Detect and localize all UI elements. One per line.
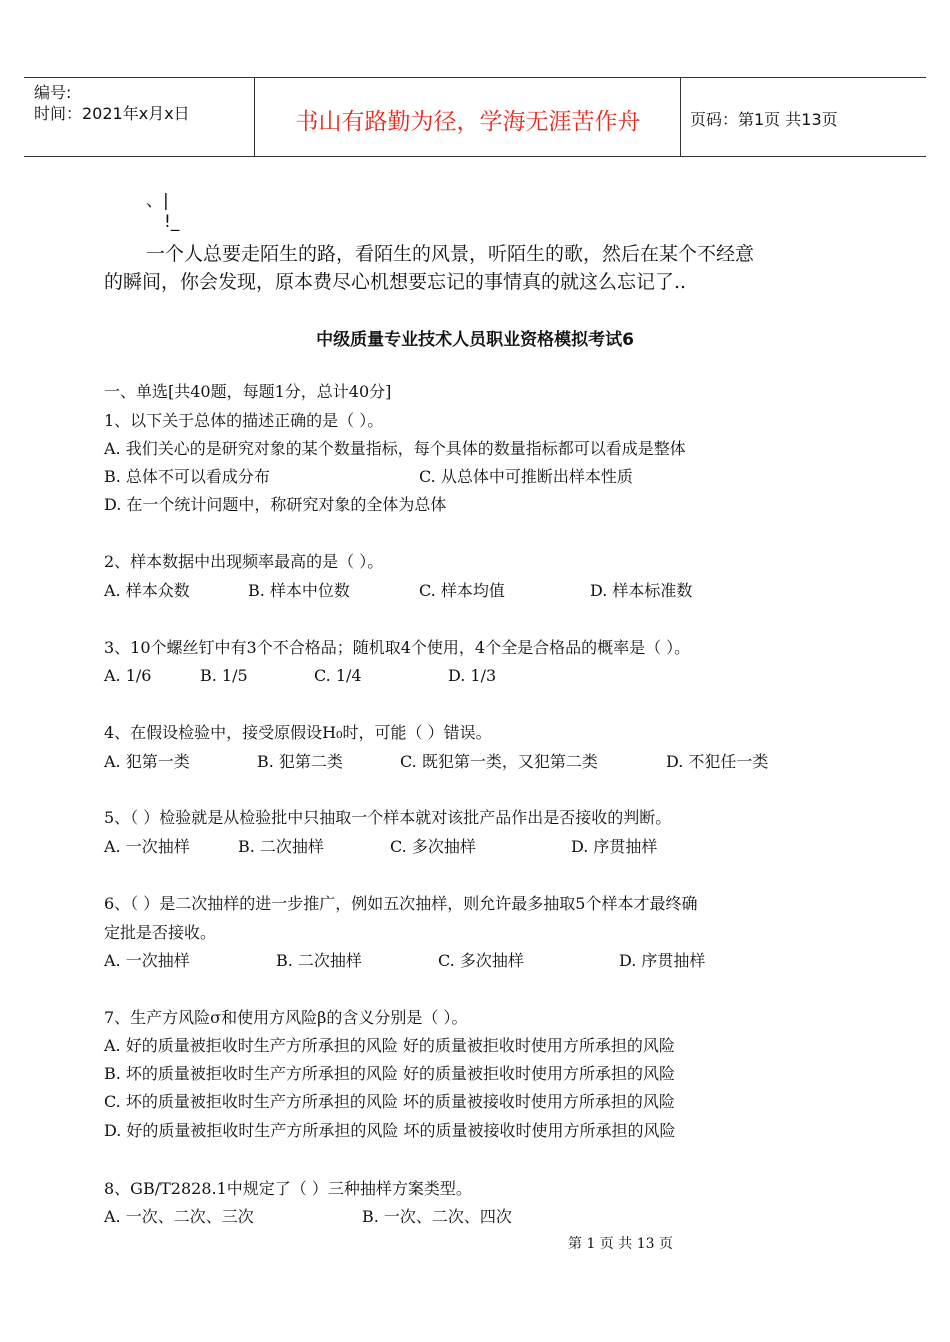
option-a: A. 犯第一类: [104, 752, 190, 771]
option-a: A. 一次抽样: [104, 837, 190, 856]
question-stem: 5、（ ）检验就是从检验批中只抽取一个样本就对该批产品作出是否接收的判断。: [104, 808, 672, 827]
option-d: D. 在一个统计问题中，称研究对象的全体为总体: [104, 495, 447, 514]
question-stem: 8、GB/T2828.1中规定了（ ）三种抽样方案类型。: [104, 1179, 472, 1198]
option-a: A. 我们关心的是研究对象的某个数量指标，每个具体的数量指标都可以看成是整体: [104, 439, 686, 458]
option-d: D. 序贯抽样: [571, 837, 658, 856]
question-stem: 4、在假设检验中，接受原假设H₀时，可能（ ）错误。: [104, 723, 492, 742]
stray-mark: 、|: [146, 191, 169, 211]
option-c: C. 多次抽样: [390, 837, 476, 856]
number-label: 编号:: [34, 83, 72, 102]
option-b: B. 总体不可以看成分布: [104, 467, 270, 486]
option-d: D. 样本标准数: [590, 581, 693, 600]
intro-paragraph: [104, 240, 856, 296]
option-b: B. 二次抽样: [238, 837, 324, 856]
question-stem: 2、样本数据中出现频率最高的是（ ）。: [104, 552, 384, 571]
option-b: B. 一次、二次、四次: [362, 1207, 512, 1226]
option-c: C. 样本均值: [419, 581, 505, 600]
question-stem-continued: 定批是否接收。: [104, 923, 217, 942]
question-stem: 7、生产方风险σ和使用方风险β的含义分别是（ ）。: [104, 1008, 468, 1027]
question-stem: 3、10个螺丝钉中有3个不合格品；随机取4个使用，4个全是合格品的概率是（ ）。: [104, 638, 691, 657]
question-stem: 6、（ ）是二次抽样的进一步推广，例如五次抽样，则允许最多抽取5个样本才最终确: [104, 894, 698, 913]
option-c: C. 1/4: [314, 666, 362, 685]
option-d: D. 好的质量被拒收时生产方所承担的风险 坏的质量被接收时使用方所承担的风险: [104, 1121, 676, 1140]
header-motto: 书山有路勤为径，学海无涯苦作舟: [295, 109, 641, 135]
option-b: B. 犯第二类: [257, 752, 343, 771]
option-c: C. 坏的质量被拒收时生产方所承担的风险 坏的质量被接收时使用方所承担的风险: [104, 1092, 675, 1111]
time-label: 时间：2021年x月x日: [34, 104, 190, 123]
option-a: A. 样本众数: [104, 581, 190, 600]
section-heading: 一、单选[共40题，每题1分，总计40分]: [104, 382, 392, 401]
option-c: C. 从总体中可推断出样本性质: [419, 467, 633, 486]
header-divider: [680, 78, 681, 156]
stray-mark: !_: [164, 212, 180, 232]
option-a: A. 一次抽样: [104, 951, 190, 970]
option-b: B. 样本中位数: [248, 581, 350, 600]
option-b: B. 1/5: [200, 666, 248, 685]
intro-line: 一个人总要走陌生的路，看陌生的风景，听陌生的歌，然后在某个不经意: [146, 243, 755, 265]
option-c: C. 既犯第一类，又犯第二类: [400, 752, 598, 771]
question-stem: 1、以下关于总体的描述正确的是（ ）。: [104, 411, 384, 430]
header-divider: [254, 78, 255, 156]
exam-title: 中级质量专业技术人员职业资格模拟考试6: [316, 330, 634, 350]
intro-line: 的瞬间，你会发现，原本费尽心机想要忘记的事情真的就这么忘记了..: [104, 271, 687, 293]
header-meta: [34, 82, 190, 124]
page-header: [24, 77, 926, 157]
option-a: A. 好的质量被拒收时生产方所承担的风险 好的质量被拒收时使用方所承担的风险: [104, 1036, 675, 1055]
option-d: D. 不犯任一类: [666, 752, 769, 771]
option-c: C. 多次抽样: [438, 951, 524, 970]
option-a: A. 一次、二次、三次: [104, 1207, 254, 1226]
header-page-info: 页码：第1页 共13页: [690, 110, 838, 129]
option-d: D. 1/3: [448, 666, 497, 685]
option-b: B. 二次抽样: [276, 951, 362, 970]
option-a: A. 1/6: [104, 666, 152, 685]
option-d: D. 序贯抽样: [619, 951, 706, 970]
option-b: B. 坏的质量被拒收时生产方所承担的风险 好的质量被拒收时使用方所承担的风险: [104, 1064, 676, 1083]
page-footer: 第 1 页 共 13 页: [568, 1236, 673, 1252]
